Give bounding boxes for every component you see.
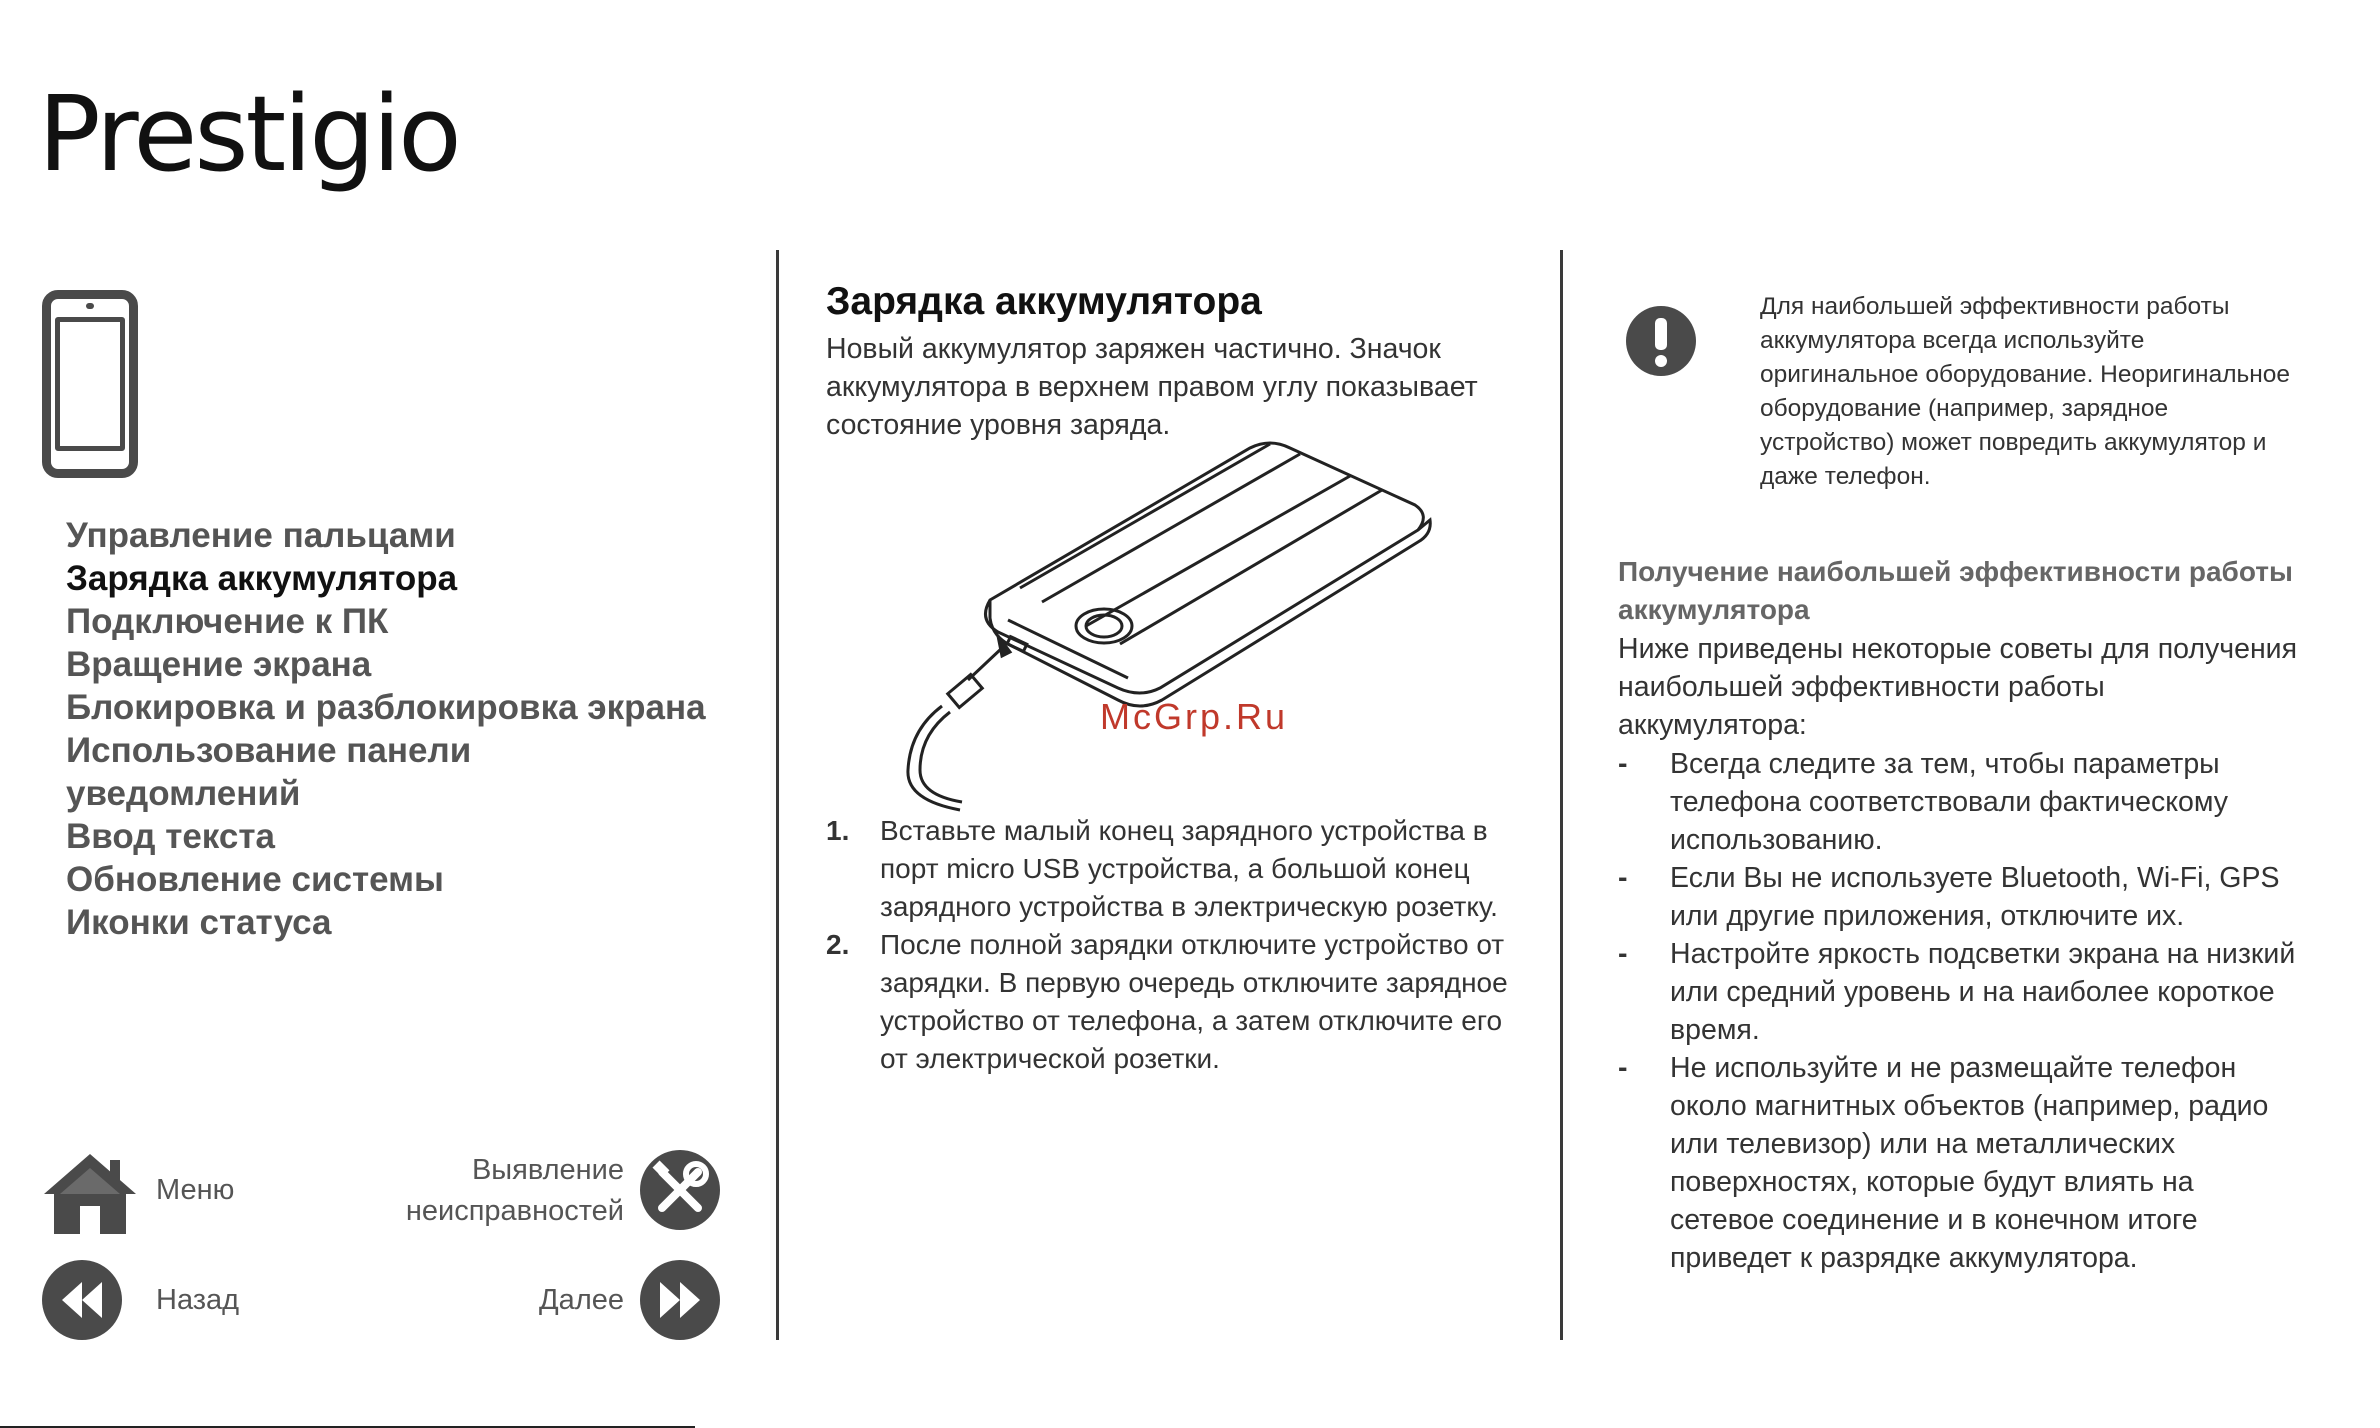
troubleshoot-label-line2: неисправностей	[405, 1195, 624, 1227]
charging-steps	[826, 812, 1526, 1078]
tools-icon	[640, 1150, 720, 1230]
toc-item-screen-rotation[interactable]: Вращение экрана	[66, 645, 372, 684]
toc-item-gestures[interactable]: Управление пальцами	[66, 516, 456, 555]
column-divider-left	[776, 250, 779, 1340]
tips-list	[1618, 745, 2298, 1277]
troubleshoot-label-line1: Выявление	[471, 1154, 624, 1186]
list-item: - Не используйте и не размещайте телефон около магнитных объектов (например, радио или телевизор) или на металлических поверхностях, которые будут влиять на сетевое соединение и в конечном итоге приведет к разрядке аккумулятора.	[1618, 1052, 2269, 1274]
list-item: - Всегда следите за тем, чтобы параметры телефона соответствовали фактическому использованию.	[1618, 748, 2229, 856]
next-button[interactable]	[640, 1260, 720, 1340]
toc-item-system-update[interactable]: Обновление системы	[66, 860, 444, 899]
tips-intro: Ниже приведены некоторые советы для получения наибольшей эффективности работы аккумулятора:	[1618, 633, 2298, 741]
toc-item-pc-connection[interactable]: Подключение к ПК	[66, 602, 389, 641]
back-label[interactable]: Назад	[156, 1284, 240, 1316]
rewind-icon	[42, 1260, 122, 1340]
step-2	[826, 926, 1526, 1078]
section-intro: Новый аккумулятор заряжен частично. Значок аккумулятора в верхнем правом углу показывает состояние уровня заряда.	[826, 333, 1478, 441]
phone-charging-illustration	[890, 430, 1450, 820]
step-2-number: 2.	[826, 929, 850, 960]
back-button[interactable]	[42, 1260, 122, 1340]
list-item: - Если Вы не используете Bluetooth, Wi-Fi, GPS или другие приложения, отключите их.	[1618, 862, 2280, 932]
next-label[interactable]: Далее	[539, 1284, 624, 1316]
step-2-text: После полной зарядки отключите устройство от зарядки. В первую очередь отключите зарядное устройство от телефона, а затем отключите его от электрической розетки.	[880, 929, 1508, 1074]
step-1-number: 1.	[826, 815, 850, 846]
toc-item-notifications-line2[interactable]: уведомлений	[66, 774, 301, 813]
toc-item-lock-unlock[interactable]: Блокировка и разблокировка экрана	[66, 688, 706, 727]
fast-forward-icon	[640, 1260, 720, 1340]
column-divider-right	[1560, 250, 1563, 1340]
tips-heading: Получение наибольшей эффективности работы аккумулятора	[1618, 556, 2293, 625]
step-1-text: Вставьте малый конец зарядного устройства в порт micro USB устройства, а большой конец зарядного устройства в электрическую розетку.	[880, 815, 1498, 922]
toc-item-status-icons[interactable]: Иконки статуса	[66, 903, 332, 942]
phone-icon	[42, 290, 138, 478]
warning-icon	[1626, 306, 1696, 376]
troubleshoot-button[interactable]	[640, 1150, 720, 1230]
step-1	[826, 812, 1526, 926]
menu-label[interactable]: Меню	[156, 1174, 235, 1206]
menu-button[interactable]	[40, 1150, 140, 1240]
watermark: McGrp.Ru	[1100, 696, 1289, 737]
toc-item-text-input[interactable]: Ввод текста	[66, 817, 275, 856]
table-of-contents	[66, 514, 746, 944]
warning-text: Для наибольшей эффективности работы аккумулятора всегда используйте оригинальное оборудование. Неоригинальное оборудование (например, зарядное устройство) может повредить аккумулятор и даже телефон.	[1760, 293, 2291, 490]
toc-item-charging[interactable]: Зарядка аккумулятора	[66, 559, 458, 598]
brand-logo: Prestigio	[38, 73, 459, 195]
toc-item-notifications-line1[interactable]: Использование панели	[66, 731, 472, 770]
home-icon	[40, 1150, 140, 1240]
list-item: - Настройте яркость подсветки экрана на низкий или средний уровень и на наиболее короткое время.	[1618, 938, 2296, 1046]
troubleshoot-label[interactable]	[400, 1150, 624, 1232]
section-title: Зарядка аккумулятора	[826, 280, 1262, 323]
